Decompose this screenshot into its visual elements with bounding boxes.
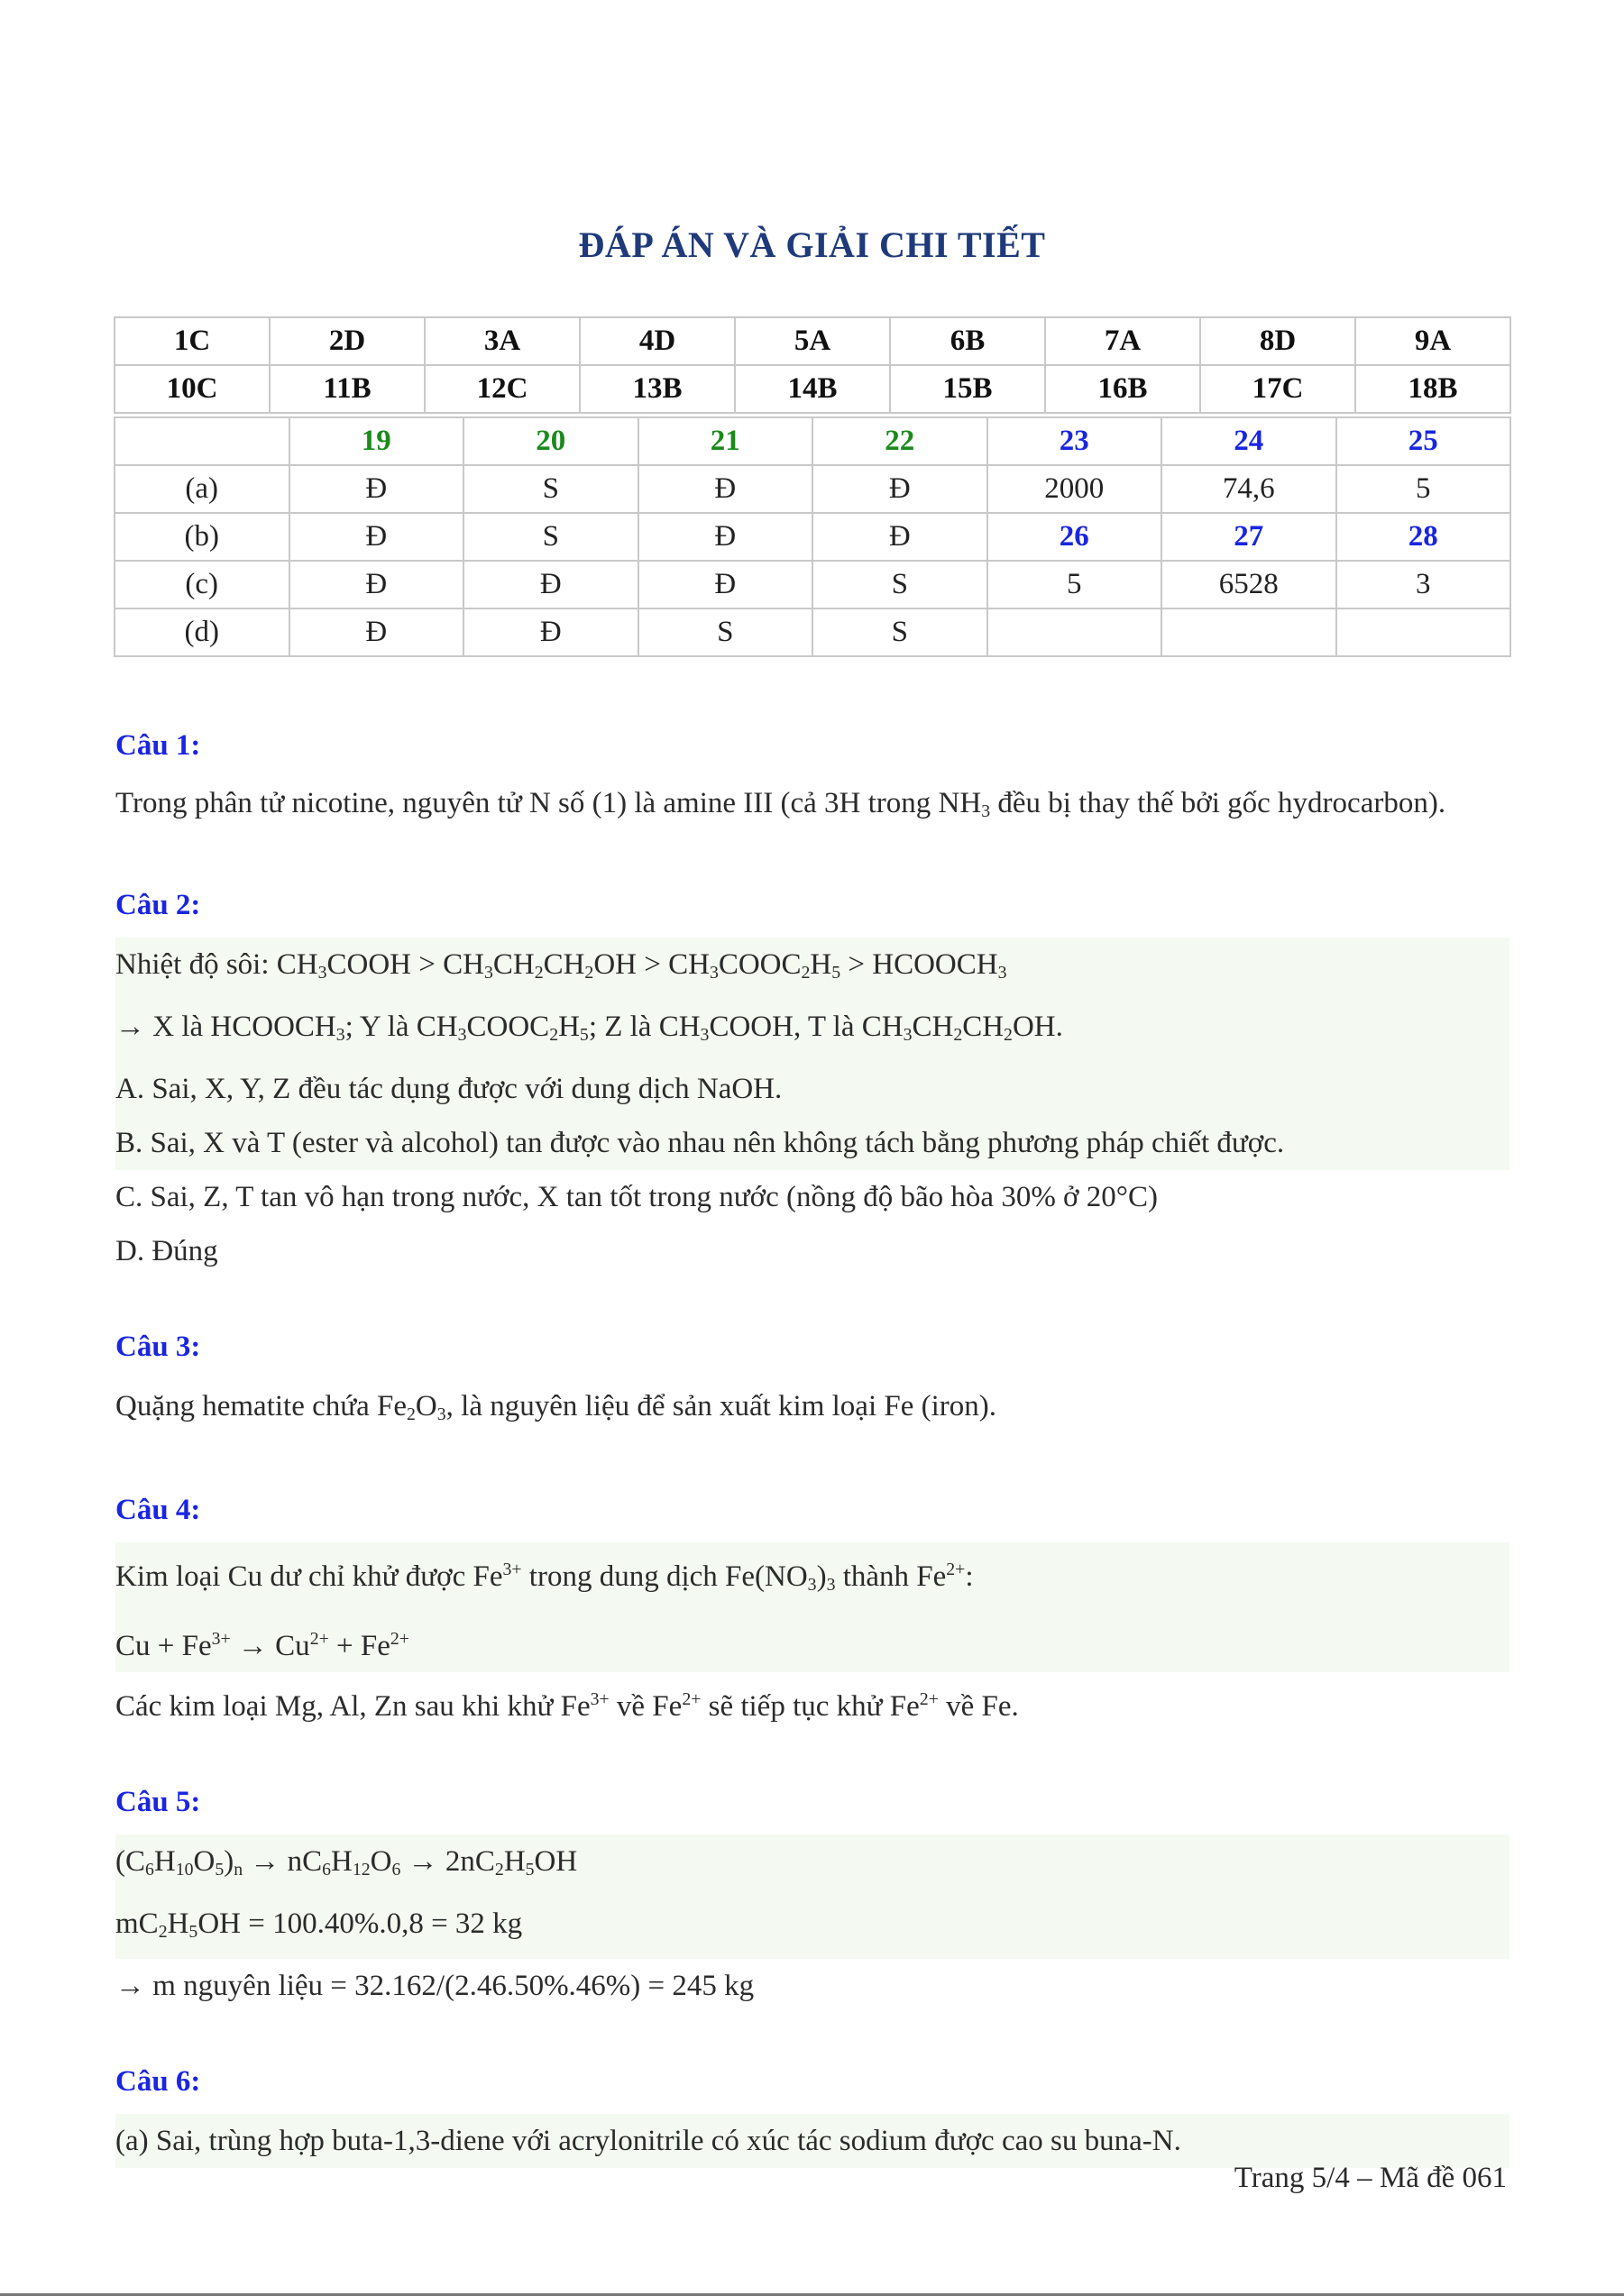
tf-row	[115, 561, 1510, 608]
solution-line: Quặng hematite chứa $Fe_2O_3$, là nguyên liệu để sản xuất kim loại Fe (iron).	[115, 1389, 997, 1424]
page-footer: Trang 5/4 – Mã đề 061	[1234, 2162, 1507, 2194]
solution-line: D. Đúng	[115, 1234, 218, 1267]
mcq-answer-cell: 1C	[115, 317, 270, 365]
tf-cell	[987, 608, 1162, 656]
question-block	[115, 1327, 1509, 1441]
question-title: Câu 5:	[115, 1786, 201, 1819]
solution-line: $mC_2H_5OH = 100.40\%.0,8 = 32$ kg	[115, 1897, 1509, 1959]
tf-cell: (c)	[115, 561, 289, 608]
tf-cell: 28	[1336, 513, 1511, 561]
tf-cell: 6528	[1161, 561, 1336, 608]
question-block	[115, 885, 1509, 1278]
tf-header-cell: 19	[289, 417, 464, 465]
mcq-answer-cell: 2D	[270, 317, 425, 365]
mcq-row	[115, 365, 1510, 413]
tf-cell	[1161, 608, 1336, 656]
solution-line: Kim loại Cu dư chỉ khử được $Fe^{3+}$ trong dung dịch $Fe(NO_3)_3$ thành $Fe^{2+}$:	[115, 1542, 1509, 1612]
mcq-answer-cell: 15B	[890, 365, 1045, 413]
tf-cell	[1336, 608, 1511, 656]
tf-cell: (b)	[115, 513, 289, 561]
mcq-answer-cell: 6B	[890, 317, 1045, 365]
tf-cell: Đ	[812, 465, 987, 513]
tf-cell: Đ	[289, 561, 464, 608]
question-title: Câu 3:	[115, 1330, 201, 1363]
tf-cell: (d)	[115, 608, 289, 656]
tf-header-row	[115, 417, 1510, 465]
mcq-answer-cell: 13B	[580, 365, 735, 413]
mcq-answer-cell: 16B	[1045, 365, 1200, 413]
tf-cell: Đ	[289, 608, 464, 656]
tf-header-cell: 25	[1336, 417, 1511, 465]
mcq-answer-cell: 12C	[425, 365, 580, 413]
mcq-answer-cell: 7A	[1045, 317, 1200, 365]
tf-cell: 2000	[987, 465, 1162, 513]
mcq-answer-cell: 11B	[270, 365, 425, 413]
tf-cell: Đ	[812, 513, 987, 561]
solution-line: Trong phân tử nicotine, nguyên tử N số (1) là amine III (cả 3H trong $NH_3$ đều bị thay thế bởi gốc hydrocarbon).	[115, 787, 1446, 821]
question-title: Câu 6:	[115, 2065, 201, 2099]
tf-cell: S	[812, 561, 987, 608]
mcq-answer-cell: 5A	[735, 317, 890, 365]
question-block	[115, 1490, 1509, 1734]
tf-cell: S	[463, 513, 638, 561]
solution-line: A. Sai, X, Y, Z đều tác dụng được với dung dịch NaOH.	[115, 1062, 1509, 1116]
tf-cell: 26	[987, 513, 1162, 561]
tf-cell: Đ	[638, 513, 813, 561]
mcq-answer-cell: 9A	[1355, 317, 1510, 365]
solution-line: Nhiệt độ sôi: $CH_3COOH > CH_3CH_2CH_2OH$ > $CH_3COOC_2H_5$ > $HCOOCH_3$	[115, 938, 1509, 1000]
question-block	[115, 1782, 1509, 2013]
mcq-row	[115, 317, 1510, 365]
tf-row	[115, 513, 1510, 561]
solution-line: → X là $HCOOCH_3$; Y là $CH_3COOC_2H_5$; Z là $CH_3COOH$, T là $CH_3CH_2CH_2OH$.	[115, 1000, 1509, 1062]
tf-header-cell: 23	[987, 417, 1162, 465]
tf-cell: S	[463, 465, 638, 513]
tf-header-cell: 21	[638, 417, 813, 465]
mcq-answer-cell: 18B	[1355, 365, 1510, 413]
mcq-answer-cell: 17C	[1200, 365, 1355, 413]
question-title: Câu 4:	[115, 1493, 201, 1526]
solution-line: (a) Sai, trùng hợp buta-1,3-diene với acrylonitrile có xúc tác sodium được cao su buna-N.	[115, 2114, 1509, 2168]
tf-cell: 27	[1161, 513, 1336, 561]
question-block	[115, 726, 1509, 837]
mcq-answer-cell: 8D	[1200, 317, 1355, 365]
true-false-answer-table	[114, 416, 1511, 657]
tf-cell: Đ	[289, 465, 464, 513]
page-title: ĐÁP ÁN VÀ GIẢI CHI TIẾT	[578, 224, 1046, 265]
solution-line: C. Sai, Z, T tan vô hạn trong nước, X tan tốt trong nước (nồng độ bão hòa 30% ở 20°C)	[115, 1180, 1158, 1213]
tf-header-cell: 24	[1161, 417, 1336, 465]
tf-row	[115, 465, 1510, 513]
tf-cell: Đ	[463, 561, 638, 608]
solution-line: B. Sai, X và T (ester và alcohol) tan được vào nhau nên không tách bằng phương pháp chiết được.	[115, 1116, 1509, 1170]
mcq-answer-cell: 14B	[735, 365, 890, 413]
solutions-section	[115, 726, 1509, 2217]
mcq-answer-cell: 3A	[425, 317, 580, 365]
tf-cell: S	[638, 608, 813, 656]
tf-header-cell	[115, 417, 289, 465]
mcq-answer-cell: 4D	[580, 317, 735, 365]
tf-row	[115, 608, 1510, 656]
question-block	[115, 2062, 1509, 2168]
solution-line: $(C_6H_{10}O_5)_n \to nC_6H_{12}O_6 \to 2nC_2H_5OH$	[115, 1834, 1509, 1897]
question-title: Câu 1:	[115, 729, 201, 762]
tf-cell: Đ	[289, 513, 464, 561]
tf-cell: 3	[1336, 561, 1511, 608]
tf-cell: 5	[987, 561, 1162, 608]
mcq-answer-table	[114, 316, 1511, 414]
solution-line: → m nguyên liệu = 32.162/(2.46.50%.46%) = 245 kg	[115, 1970, 755, 2003]
tf-header-cell: 20	[463, 417, 638, 465]
tf-cell: 5	[1336, 465, 1511, 513]
tf-cell: Đ	[638, 561, 813, 608]
tf-cell: Đ	[638, 465, 813, 513]
tf-cell: S	[812, 608, 987, 656]
tf-cell: (a)	[115, 465, 289, 513]
question-title: Câu 2:	[115, 888, 201, 921]
tf-header-cell: 22	[812, 417, 987, 465]
mcq-answer-cell: 10C	[115, 365, 270, 413]
tf-cell: 74,6	[1161, 465, 1336, 513]
tf-cell: Đ	[463, 608, 638, 656]
solution-line: $Cu + Fe^{3+} \to Cu^{2+} + Fe^{2+}$	[115, 1612, 1509, 1673]
solution-line: Các kim loại Mg, Al, Zn sau khi khử $Fe^{3+}$ về $Fe^{2+}$ sẽ tiếp tục khử $Fe^{2+}$ về Fe.	[115, 1689, 1019, 1724]
